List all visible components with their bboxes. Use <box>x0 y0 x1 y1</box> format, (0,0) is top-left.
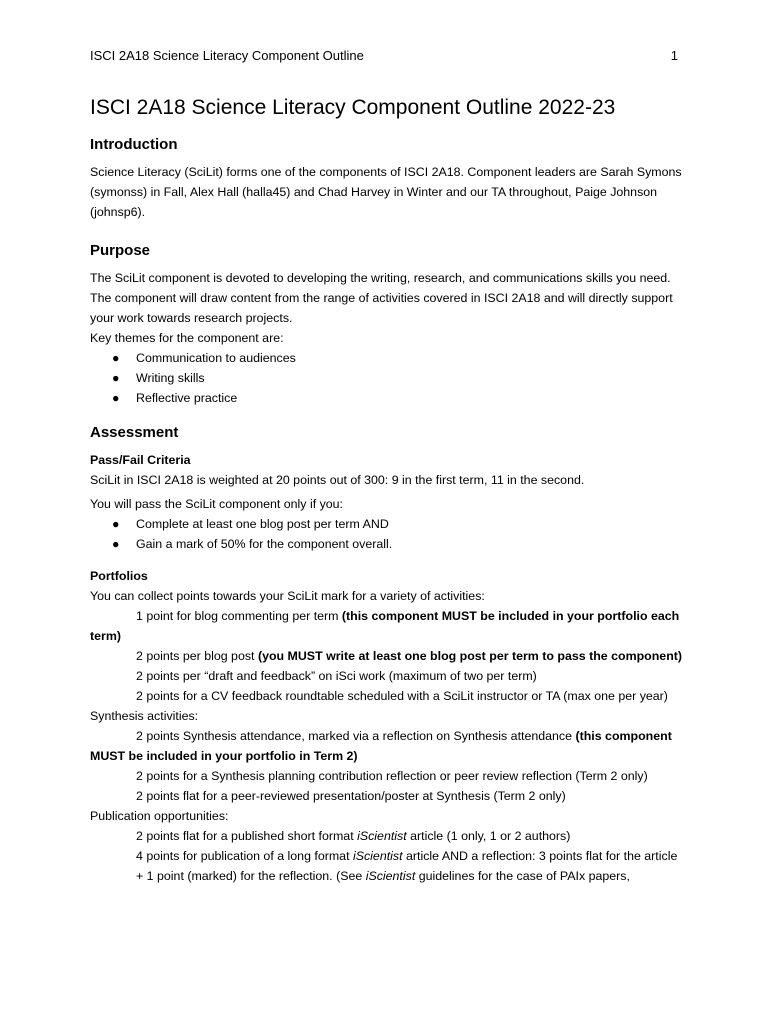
running-title: ISCI 2A18 Science Literacy Component Outline <box>90 48 364 63</box>
synthesis-attendance-item: 2 points Synthesis attendance, marked via a reflection on Synthesis attendance (this component MUST be included in your portfolio in Term 2) <box>90 729 672 763</box>
blog-post-item: 2 points per blog post (you MUST write at least one blog post per term to pass the component) <box>136 649 683 663</box>
blog-comment-item: 1 point for blog commenting per term (this component MUST be included in your portfolio each term) <box>90 609 680 643</box>
page-number: 1 <box>670 48 678 63</box>
bullet-icon: ● <box>112 391 120 405</box>
portfolios-heading: Portfolios <box>90 569 148 583</box>
synthesis-presentation-item: 2 points flat for a peer-reviewed presentation/poster at Synthesis (Term 2 only) <box>136 789 566 803</box>
portfolios-intro: You can collect points towards your SciLit mark for a variety of activities: <box>90 589 485 603</box>
bullet-icon: ● <box>112 351 120 365</box>
bullet-icon: ● <box>112 371 120 385</box>
pass-intro: You will pass the SciLit component only if you: <box>90 497 344 511</box>
themes-list <box>90 348 682 408</box>
cv-roundtable-item: 2 points for a CV feedback roundtable scheduled with a SciLit instructor or TA (max one per year) <box>136 689 668 703</box>
list-item: ● Reflective practice <box>90 388 682 408</box>
running-header <box>90 46 678 66</box>
list-item: ● Complete at least one blog post per term AND <box>90 514 682 534</box>
bullet-icon: ● <box>112 517 120 531</box>
bullet-icon: ● <box>112 537 120 551</box>
publication-heading: Publication opportunities: <box>90 809 229 823</box>
introduction-text: Science Literacy (SciLit) forms one of the components of ISCI 2A18. Component leaders are Sarah Symons (symonss) in Fall, Alex Hall (halla45) and Chad Harvey in Winter and our TA throughout, Paige Johnson (johnsp6). <box>90 165 682 219</box>
synthesis-planning-item: 2 points for a Synthesis planning contribution reflection or peer review reflection (Term 2 only) <box>136 769 648 783</box>
assessment-heading: Assessment <box>90 424 179 441</box>
purpose-text: The SciLit component is devoted to developing the writing, research, and communications skills you need. The component will draw content from the range of activities covered in ISCI 2A18 and will directly support your work towards research projects. <box>90 271 673 325</box>
themes-intro: Key themes for the component are: <box>90 331 284 345</box>
list-item: ● Communication to audiences <box>90 348 682 368</box>
criteria-heading: Pass/Fail Criteria <box>90 453 191 467</box>
purpose-heading: Purpose <box>90 242 151 259</box>
publication-short-item: 2 points flat for a published short format iScientist article (1 only, 1 or 2 authors) <box>136 829 571 843</box>
list-item: ● Gain a mark of 50% for the component overall. <box>90 534 682 554</box>
criteria-text: SciLit in ISCI 2A18 is weighted at 20 points out of 300: 9 in the first term, 11 in the second. <box>90 473 585 487</box>
list-item: ● Writing skills <box>90 368 682 388</box>
pass-list <box>90 514 682 554</box>
document-body <box>90 94 682 886</box>
introduction-heading: Introduction <box>90 136 178 153</box>
synthesis-heading: Synthesis activities: <box>90 709 199 723</box>
draft-feedback-item: 2 points per “draft and feedback” on iSci work (maximum of two per term) <box>136 669 537 683</box>
document-title: ISCI 2A18 Science Literacy Component Outline 2022-23 <box>90 96 616 119</box>
publication-long-item: 4 points for publication of a long format iScientist article AND a reflection: 3 points flat for the article + 1 point (marked) for the reflection. (See iScientist guidelines for the case of PAIx papers, <box>136 849 678 883</box>
